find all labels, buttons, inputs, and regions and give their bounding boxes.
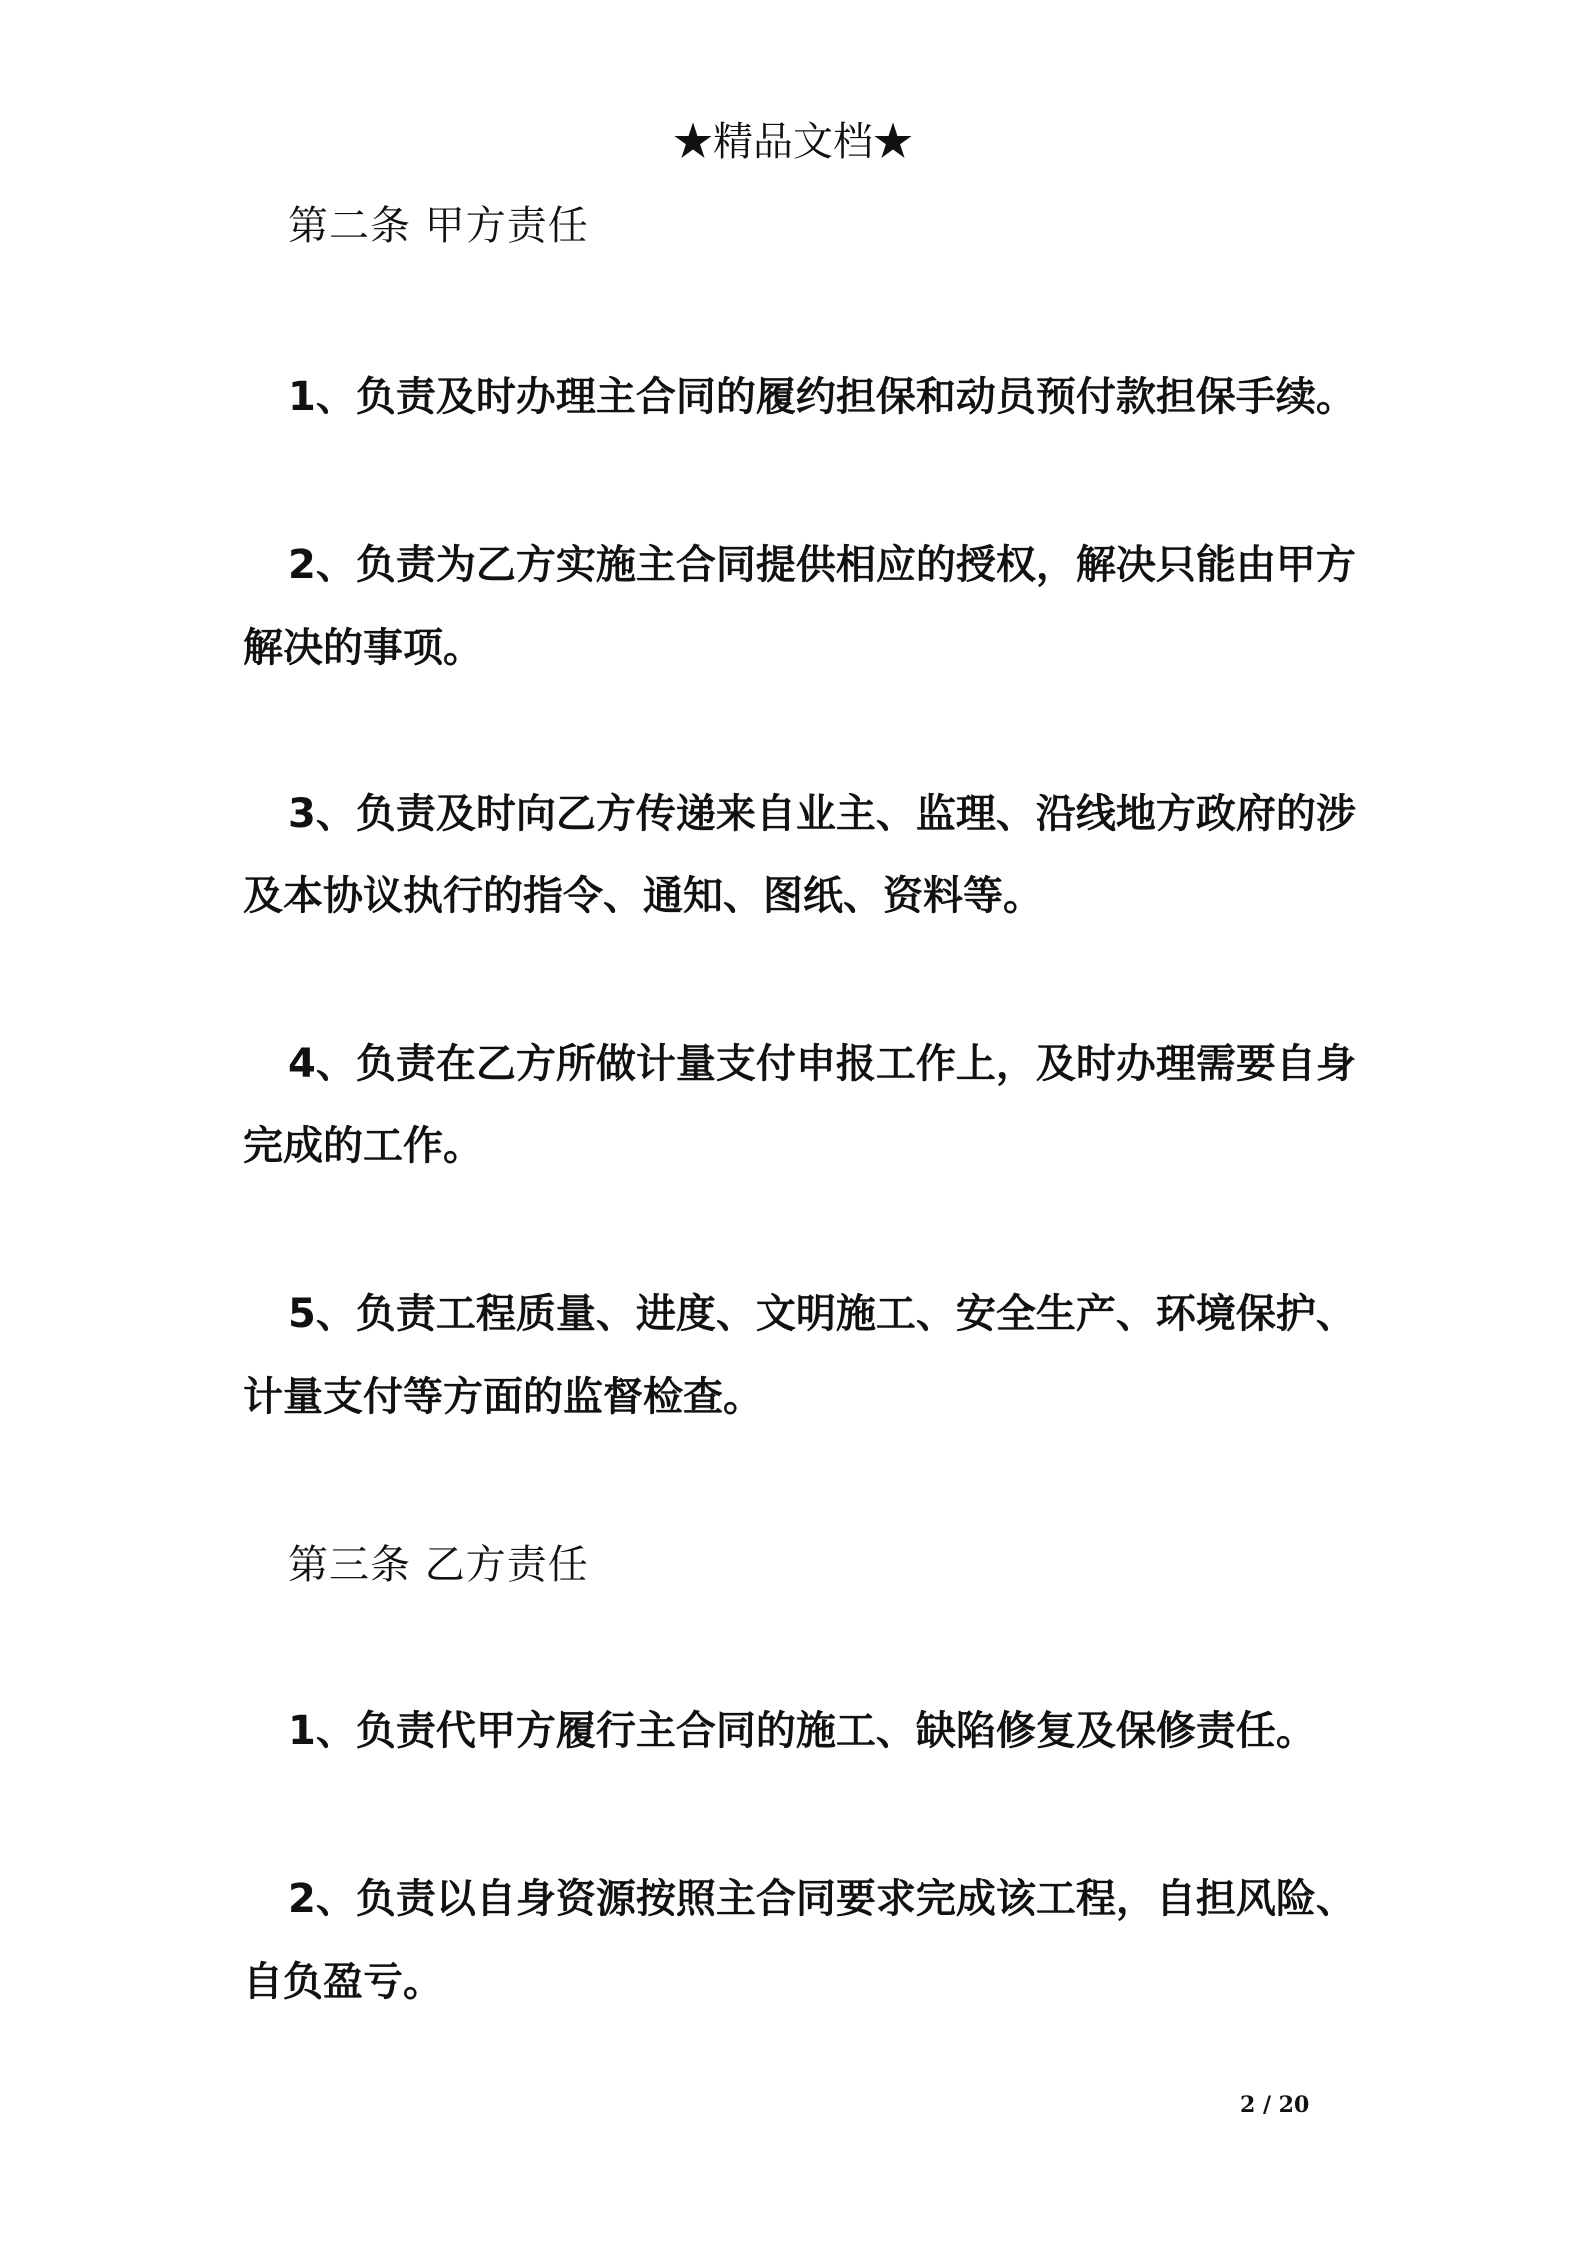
party-b-item-2-line-1: 2、负责以自身资源按照主合同要求完成该工程，自担风险、 [288, 1876, 1356, 1922]
party-a-item-1: 1、负责及时办理主合同的履约担保和动员预付款担保手续。 [288, 374, 1356, 420]
section-heading-party-b: 第三条 乙方责任 [288, 1542, 589, 1588]
party-a-item-4-line-2: 完成的工作。 [243, 1123, 483, 1169]
party-a-item-3-line-1: 3、负责及时向乙方传递来自业主、监理、沿线地方政府的涉 [288, 791, 1356, 837]
party-a-item-5-line-2: 计量支付等方面的监督检查。 [243, 1374, 763, 1420]
party-a-item-2-line-1: 2、负责为乙方实施主合同提供相应的授权，解决只能由甲方 [288, 542, 1356, 588]
party-b-item-2-line-2: 自负盈亏。 [243, 1959, 443, 2005]
section-heading-party-a: 第二条 甲方责任 [288, 203, 589, 249]
page-number: 2 / 20 [1240, 2092, 1310, 2118]
party-a-item-3-line-2: 及本协议执行的指令、通知、图纸、资料等。 [243, 873, 1043, 919]
party-a-item-5-line-1: 5、负责工程质量、进度、文明施工、安全生产、环境保护、 [288, 1291, 1356, 1337]
party-a-item-4-line-1: 4、负责在乙方所做计量支付申报工作上，及时办理需要自身 [288, 1041, 1356, 1087]
document-header-title: ★精品文档★ [673, 119, 913, 165]
party-a-item-2-line-2: 解决的事项。 [243, 625, 483, 671]
party-b-item-1: 1、负责代甲方履行主合同的施工、缺陷修复及保修责任。 [288, 1708, 1316, 1754]
